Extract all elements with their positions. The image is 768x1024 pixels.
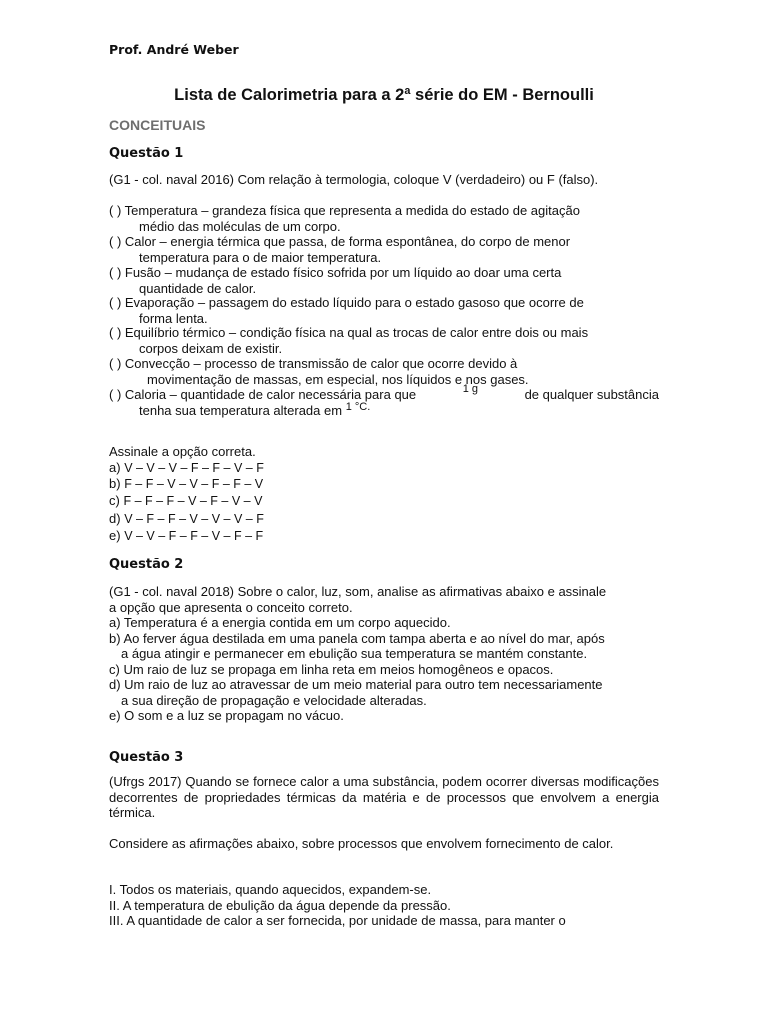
q2-option-b: b) Ao ferver água destilada em uma panela com tampa aberta e ao nível do mar, após a água atingir e permanecer em ebulição sua temperatura se mantém constante.	[109, 630, 605, 661]
q2-option-c: c) Um raio de luz se propaga em linha reta em meios homogêneos e opacos.	[109, 661, 554, 677]
section-heading: CONCEITUAIS	[109, 117, 206, 133]
question-3-heading: Questão 3	[109, 750, 184, 765]
q1-option-b: b) F – F – V – V – F – F – V	[109, 476, 264, 491]
mass-value: 1 g	[462, 383, 478, 395]
q1-option-e: e) V – V – F – F – V – F – F	[109, 528, 264, 543]
q1-option-c: c) F – F – F – V – F – V – V	[109, 493, 263, 508]
question-3-intro: (Ufrgs 2017) Quando se fornece calor a uma substância, podem ocorrer diversas modificações decorrentes de propriedades térmicas da matéria e de processos que envolvem a energia térmica.	[109, 774, 659, 820]
document-title: Lista de Calorimetria para a 2ª série do EM - Bernoulli	[174, 86, 594, 104]
question-1-intro: (G1 - col. naval 2016) Com relação à termologia, coloque V (verdadeiro) ou F (falso).	[109, 172, 599, 187]
statement-i: I. Todos os materiais, quando aquecidos, expandem-se.	[109, 882, 432, 897]
q1-item-3: ( ) Fusão – mudança de estado físico sofrida por um líquido ao doar uma certa quantidade de calor.	[109, 265, 562, 296]
q1-option-d: d) V – F – F – V – V – V – F	[109, 511, 264, 526]
question-2-body: (G1 - col. naval 2018) Sobre o calor, luz, som, analise as afirmativas abaixo e assinale a opção que apresenta o conceito correto. a) Temperatura é a energia contida em um corpo aquecido. b) Ao ferver água destilada em uma panela com tampa aberta e ao nível do mar, após a água atingir e permanecer em ebulição sua temperatura se mantém constante. c) Um raio de luz se propaga em linha reta em meios homogêneos e opacos. d) Um raio de luz ao atravessar de um meio material para outro tem necessariamente a sua direção de propagação e velocidade alteradas. e) O som e a luz se propagam no vácuo.	[109, 584, 659, 724]
question-3-statements	[109, 882, 659, 929]
q1-item-6: ( ) Convecção – processo de transmissão de calor que ocorre devido à movimentação de massas, em especial, nos líquidos e nos gases.	[109, 356, 529, 387]
question-3-consider: Considere as afirmações abaixo, sobre processos que envolvem fornecimento de calor.	[109, 836, 614, 851]
q1-item-5: ( ) Equilíbrio térmico – condição física na qual as trocas de calor entre dois ou mais corpos deixam de existir.	[109, 325, 589, 356]
author-name: Prof. André Weber	[109, 42, 239, 57]
q1-item-2: ( ) Calor – energia térmica que passa, de forma espontânea, do corpo de menor temperatura para o de maior temperatura.	[109, 234, 571, 265]
statement-iii: III. A quantidade de calor a ser fornecida, por unidade de massa, para manter o	[109, 913, 566, 928]
q1-item-4: ( ) Evaporação – passagem do estado líquido para o estado gasoso que ocorre de forma lenta.	[109, 295, 584, 326]
question-1-heading: Questão 1	[109, 146, 184, 161]
q1-item-1: ( ) Temperatura – grandeza física que representa a medida do estado de agitação médio das moléculas de um corpo.	[109, 203, 580, 234]
temperature-value: 1 °C.	[345, 400, 371, 413]
question-2-heading: Questão 2	[109, 557, 184, 572]
q1-option-a: a) V – V – V – F – F – V – F	[109, 460, 264, 475]
statement-ii: II. A temperatura de ebulição da água depende da pressão.	[109, 897, 451, 913]
q2-option-a: a) Temperatura é a energia contida em um corpo aquecido.	[109, 615, 451, 630]
q1-prompt: Assinale a opção correta.	[109, 444, 256, 459]
q2-option-d: d) Um raio de luz ao atravessar de um meio material para outro tem necessariamente a sua direção de propagação e velocidade alteradas.	[109, 677, 603, 708]
q2-option-e: e) O som e a luz se propagam no vácuo.	[109, 708, 344, 723]
q1-item-7: ( ) Caloria – quantidade de calor necessária para que 1 g de qualquer substância tenha sua temperatura alterada em $^{1 ^\circ C.}$	[109, 383, 659, 418]
